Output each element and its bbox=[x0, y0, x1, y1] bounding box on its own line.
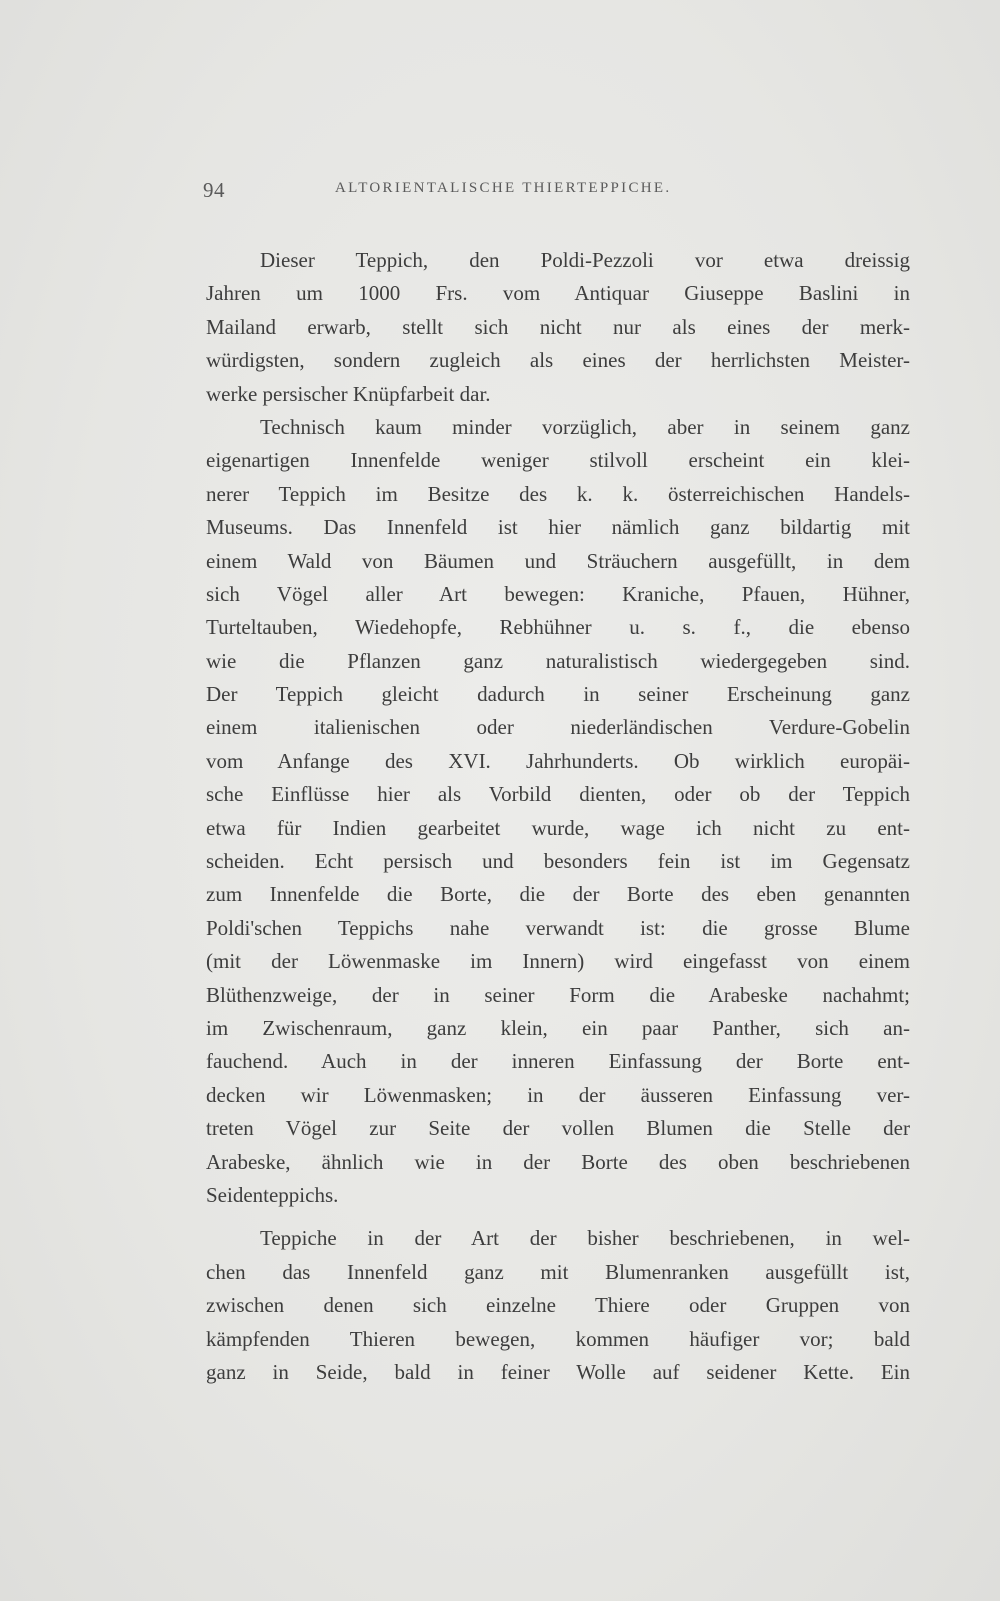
text-line: sche Einflüsse hier als Vorbild dienten, oder ob der Teppich bbox=[206, 782, 910, 807]
text-line: einem Wald von Bäumen und Sträuchern ausgefüllt, in dem bbox=[206, 548, 910, 573]
text-line: werke persischer Knüpfarbeit dar. bbox=[206, 381, 491, 406]
text-line: Teppiche in der Art der bisher beschriebenen, in wel- bbox=[260, 1226, 910, 1251]
text-line: nerer Teppich im Besitze des k. k. österreichischen Handels- bbox=[206, 481, 910, 506]
text-line: treten Vögel zur Seite der vollen Blumen die Stelle der bbox=[206, 1116, 910, 1141]
text-line: (mit der Löwenmaske im Innern) wird eingefasst von einem bbox=[206, 949, 910, 974]
text-line: Museums. Das Innenfeld ist hier nämlich ganz bildartig mit bbox=[206, 515, 910, 540]
text-line: scheiden. Echt persisch und besonders fein ist im Gegensatz bbox=[206, 849, 910, 874]
text-line: wie die Pflanzen ganz naturalistisch wiedergegeben sind. bbox=[206, 648, 910, 673]
paragraph bbox=[206, 1222, 910, 1389]
text-line: würdigsten, sondern zugleich als eines der herrlichsten Meister- bbox=[206, 348, 910, 373]
text-line: Turteltauben, Wiedehopfe, Rebhühner u. s. f., die ebenso bbox=[206, 615, 910, 640]
text-line: vom Anfange des XVI. Jahrhunderts. Ob wirklich europäi- bbox=[206, 748, 910, 773]
text-line: zum Innenfelde die Borte, die der Borte des eben genannten bbox=[206, 882, 910, 907]
body-text bbox=[206, 244, 910, 1389]
text-line: Dieser Teppich, den Poldi-Pezzoli vor etwa dreissig bbox=[260, 248, 910, 272]
text-line: sich Vögel aller Art bewegen: Kraniche, Pfauen, Hühner, bbox=[206, 581, 910, 606]
paragraph-spacer bbox=[206, 1212, 910, 1222]
text-line: Arabeske, ähnlich wie in der Borte des oben beschriebenen bbox=[206, 1149, 910, 1174]
text-line: fauchend. Auch in der inneren Einfassung der Borte ent- bbox=[206, 1049, 910, 1074]
text-line: im Zwischenraum, ganz klein, ein paar Panther, sich an- bbox=[206, 1015, 910, 1040]
page-number: 94 bbox=[203, 178, 225, 202]
text-line: etwa für Indien gearbeitet wurde, wage ich nicht zu ent- bbox=[206, 815, 910, 840]
text-line: decken wir Löwenmasken; in der äusseren Einfassung ver- bbox=[206, 1082, 910, 1107]
text-line: einem italienischen oder niederländischen Verdure-Gobelin bbox=[206, 715, 910, 740]
text-line: Blüthenzweige, der in seiner Form die Arabeske nachahmt; bbox=[206, 982, 910, 1007]
text-line: Seidenteppichs. bbox=[206, 1182, 339, 1207]
text-line: Mailand erwarb, stellt sich nicht nur als eines der merk- bbox=[206, 314, 910, 339]
paragraph bbox=[206, 411, 910, 1212]
text-line: Jahren um 1000 Frs. vom Antiquar Giuseppe Baslini in bbox=[206, 281, 910, 306]
running-title: ALTORIENTALISCHE THIERTEPPICHE. bbox=[335, 180, 672, 196]
text-line: Technisch kaum minder vorzüglich, aber in seinem ganz bbox=[260, 414, 910, 439]
paragraph bbox=[206, 244, 910, 411]
text-line: ganz in Seide, bald in feiner Wolle auf seidener Kette. Ein bbox=[206, 1359, 910, 1384]
page-header bbox=[203, 178, 910, 208]
text-line: kämpfenden Thieren bewegen, kommen häufiger vor; bald bbox=[206, 1326, 910, 1351]
text-line: Poldi'schen Teppichs nahe verwandt ist: die grosse Blume bbox=[206, 915, 910, 940]
text-line: Der Teppich gleicht dadurch in seiner Erscheinung ganz bbox=[206, 682, 910, 707]
text-line: chen das Innenfeld ganz mit Blumenranken ausgefüllt ist, bbox=[206, 1259, 910, 1284]
text-line: eigenartigen Innenfelde weniger stilvoll erscheint ein klei- bbox=[206, 448, 910, 473]
text-line: zwischen denen sich einzelne Thiere oder Gruppen von bbox=[206, 1293, 910, 1318]
